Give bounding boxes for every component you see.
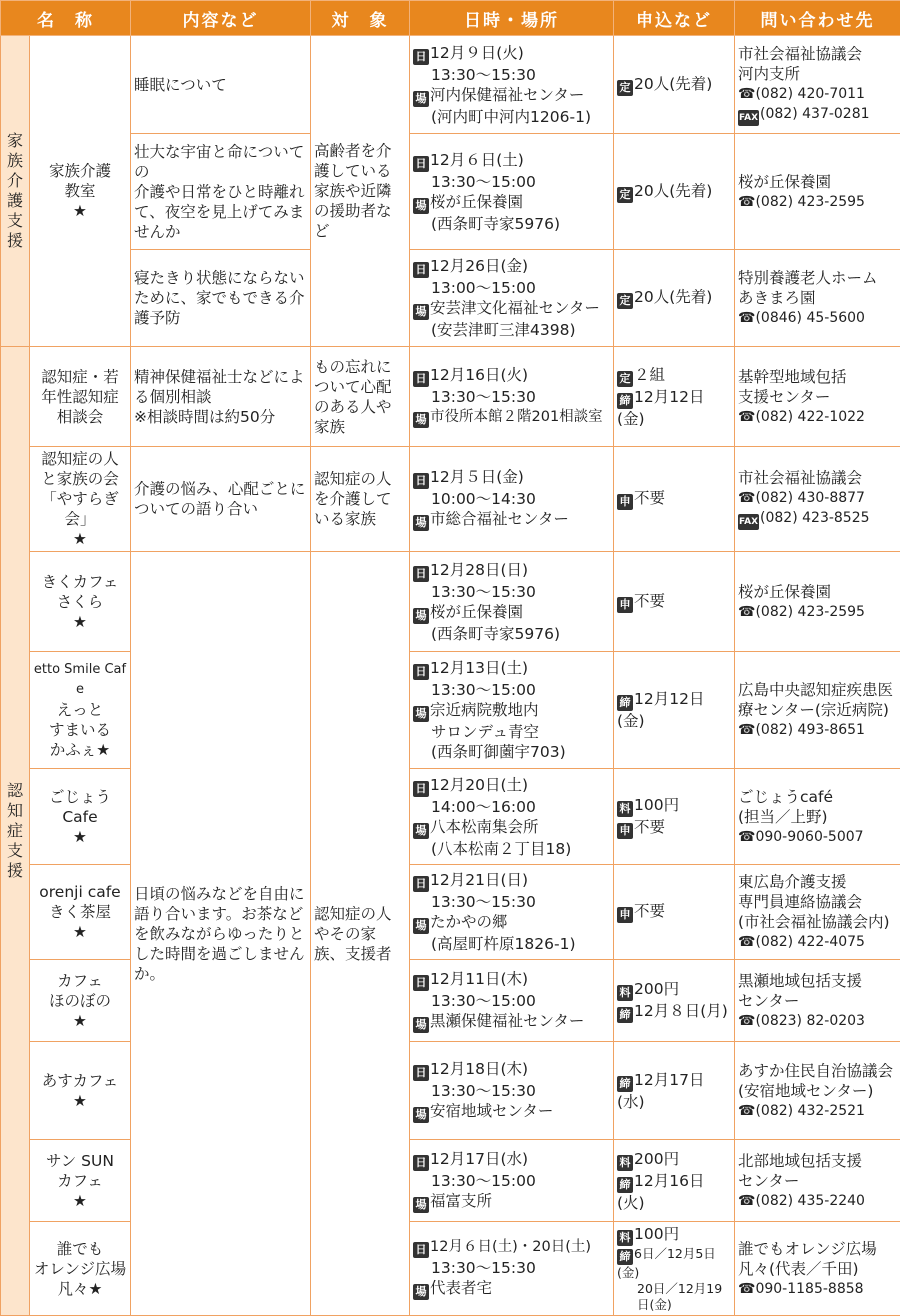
event-application: 締 12月17日(水) bbox=[614, 1042, 735, 1140]
phone-icon: ☎ bbox=[738, 1193, 755, 1209]
table-row bbox=[1, 134, 900, 250]
phone-icon: ☎ bbox=[738, 1103, 755, 1119]
phone-icon: ☎ bbox=[738, 409, 755, 425]
event-target: もの忘れについて心配のある人や家族 bbox=[311, 347, 410, 447]
category-dementia: 認知症支援 bbox=[1, 347, 30, 1316]
event-application: 定 20人(先着) bbox=[614, 36, 735, 134]
day-icon: 日 bbox=[413, 566, 429, 582]
apply-icon: 申 bbox=[617, 494, 633, 510]
event-contact: 黒瀬地域包括支援 センター ☎(0823) 82-0203 bbox=[735, 960, 900, 1042]
table-row bbox=[1, 250, 900, 347]
apply-icon: 申 bbox=[617, 823, 633, 839]
event-name: 誰でも オレンジ広場 凡々★ bbox=[30, 1222, 131, 1316]
header-application: 申込など bbox=[614, 1, 735, 36]
event-datetime: 日 12月26日(金) 13:00〜15:00 場 安芸津文化福祉センター (安芸津町三津4398) bbox=[410, 250, 614, 347]
event-contact: 誰でもオレンジ広場 凡々(代表／千田) ☎090-1185-8858 bbox=[735, 1222, 900, 1316]
event-application: 定 20人(先着) bbox=[614, 134, 735, 250]
header-datetime-place: 日時・場所 bbox=[410, 1, 614, 36]
event-name: 家族介護 教室 ★ bbox=[30, 36, 131, 347]
deadline-icon: 締 bbox=[617, 1007, 633, 1023]
table-row bbox=[1, 347, 900, 447]
place-icon: 場 bbox=[413, 1107, 429, 1123]
event-content: 介護の悩み、心配ごとについての語り合い bbox=[131, 447, 311, 552]
event-name: ごじょう Cafe ★ bbox=[30, 769, 131, 865]
deadline-icon: 締 bbox=[617, 1076, 633, 1092]
fee-icon: 料 bbox=[617, 801, 633, 817]
table-row bbox=[1, 552, 900, 652]
event-application: 料 200円 締 12月16日(火) bbox=[614, 1140, 735, 1222]
event-application: 申 不要 bbox=[614, 552, 735, 652]
phone-icon: ☎ bbox=[738, 194, 755, 210]
fee-icon: 料 bbox=[617, 1155, 633, 1171]
phone-icon: ☎ bbox=[738, 310, 755, 326]
category-family: 家族介護支援 bbox=[1, 36, 30, 347]
fax-icon: FAX bbox=[738, 110, 759, 126]
event-target: 認知症の人やその家族、支援者 bbox=[311, 552, 410, 1316]
event-name: サン SUN カフェ ★ bbox=[30, 1140, 131, 1222]
header-name: 名 称 bbox=[1, 1, 131, 36]
quota-icon: 定 bbox=[617, 80, 633, 96]
phone-icon: ☎ bbox=[738, 1281, 755, 1297]
event-name: etto Smile Cafe えっと すまいる かふぇ★ bbox=[30, 652, 131, 769]
event-name: カフェ ほのぼの ★ bbox=[30, 960, 131, 1042]
event-application: 定 20人(先着) bbox=[614, 250, 735, 347]
day-icon: 日 bbox=[413, 262, 429, 278]
event-datetime: 日 12月21日(日) 13:30〜15:30 場 たかやの郷 (高屋町杵原1826-1) bbox=[410, 865, 614, 960]
event-application: 料 100円 締 6日／12月5日(金) 20日／12月19日(金) bbox=[614, 1222, 735, 1316]
phone-icon: ☎ bbox=[738, 490, 755, 506]
event-name: きくカフェ さくら ★ bbox=[30, 552, 131, 652]
event-contact: 桜が丘保養園 ☎(082) 423-2595 bbox=[735, 134, 900, 250]
event-datetime: 日 12月６日(土)・20日(土) 13:30〜15:30 場 代表者宅 bbox=[410, 1222, 614, 1316]
place-icon: 場 bbox=[413, 1284, 429, 1300]
quota-icon: 定 bbox=[617, 371, 633, 387]
event-contact: 東広島介護支援 専門員連絡協議会 (市社会福祉協議会内) ☎(082) 422-4075 bbox=[735, 865, 900, 960]
event-contact: 特別養護老人ホーム あきまろ園 ☎(0846) 45-5600 bbox=[735, 250, 900, 347]
event-datetime: 日 12月５日(金) 10:00〜14:30 場 市総合福祉センター bbox=[410, 447, 614, 552]
event-contact: あすか住民自治協議会 (安宿地域センター) ☎(082) 432-2521 bbox=[735, 1042, 900, 1140]
phone-icon: ☎ bbox=[738, 604, 755, 620]
apply-icon: 申 bbox=[617, 907, 633, 923]
fee-icon: 料 bbox=[617, 1230, 633, 1246]
event-contact: 桜が丘保養園 ☎(082) 423-2595 bbox=[735, 552, 900, 652]
event-content: 睡眠について bbox=[131, 36, 311, 134]
day-icon: 日 bbox=[413, 975, 429, 991]
event-datetime: 日 12月28日(日) 13:30〜15:30 場 桜が丘保養園 (西条町寺家5976) bbox=[410, 552, 614, 652]
place-icon: 場 bbox=[413, 304, 429, 320]
event-contact: 北部地域包括支援 センター ☎(082) 435-2240 bbox=[735, 1140, 900, 1222]
event-contact: ごじょうcafé (担当／上野) ☎090-9060-5007 bbox=[735, 769, 900, 865]
event-content: 日頃の悩みなどを自由に語り合います。お茶などを飲みながらゆったりとした時間を過ごしませんか。 bbox=[131, 552, 311, 1316]
event-datetime: 日 12月６日(土) 13:30〜15:00 場 桜が丘保養園 (西条町寺家5976) bbox=[410, 134, 614, 250]
place-icon: 場 bbox=[413, 1197, 429, 1213]
deadline-icon: 締 bbox=[617, 695, 633, 711]
event-application: 料 200円 締 12月８日(月) bbox=[614, 960, 735, 1042]
deadline-icon: 締 bbox=[617, 393, 633, 409]
phone-icon: ☎ bbox=[738, 86, 755, 102]
phone-icon: ☎ bbox=[738, 722, 755, 738]
header-contact: 問い合わせ先 bbox=[735, 1, 900, 36]
event-application: 申 不要 bbox=[614, 447, 735, 552]
day-icon: 日 bbox=[413, 473, 429, 489]
fax-icon: FAX bbox=[738, 514, 759, 530]
header-row bbox=[1, 1, 900, 36]
event-application: 締 12月12日(金) bbox=[614, 652, 735, 769]
event-datetime: 日 12月11日(木) 13:30〜15:00 場 黒瀬保健福祉センター bbox=[410, 960, 614, 1042]
event-datetime: 日 12月９日(火) 13:30〜15:30 場 河内保健福祉センター (河内町中河内1206-1) bbox=[410, 36, 614, 134]
event-contact: 広島中央認知症疾患医 療センター(宗近病院) ☎(082) 493-8651 bbox=[735, 652, 900, 769]
event-name: 認知症の人 と家族の会 「やすらぎ会」 ★ bbox=[30, 447, 131, 552]
day-icon: 日 bbox=[413, 1065, 429, 1081]
quota-icon: 定 bbox=[617, 187, 633, 203]
event-target: 高齢者を介護している家族や近隣の援助者など bbox=[311, 36, 410, 347]
event-name: orenji cafe きく茶屋 ★ bbox=[30, 865, 131, 960]
header-content: 内容など bbox=[131, 1, 311, 36]
event-datetime: 日 12月16日(火) 13:30〜15:30 場 市役所本館２階201相談室 bbox=[410, 347, 614, 447]
place-icon: 場 bbox=[413, 706, 429, 722]
event-datetime: 日 12月20日(土) 14:00〜16:00 場 八本松南集会所 (八本松南２丁目18) bbox=[410, 769, 614, 865]
day-icon: 日 bbox=[413, 49, 429, 65]
place-icon: 場 bbox=[413, 608, 429, 624]
event-content: 寝たきり状態にならないために、家でもできる介護予防 bbox=[131, 250, 311, 347]
day-icon: 日 bbox=[413, 1155, 429, 1171]
phone-icon: ☎ bbox=[738, 934, 755, 950]
day-icon: 日 bbox=[413, 781, 429, 797]
event-datetime: 日 12月17日(水) 13:30〜15:00 場 福富支所 bbox=[410, 1140, 614, 1222]
place-icon: 場 bbox=[413, 918, 429, 934]
phone-icon: ☎ bbox=[738, 1013, 755, 1029]
place-icon: 場 bbox=[413, 412, 429, 428]
day-icon: 日 bbox=[413, 156, 429, 172]
event-application: 申 不要 bbox=[614, 865, 735, 960]
event-name: 認知症・若 年性認知症 相談会 bbox=[30, 347, 131, 447]
place-icon: 場 bbox=[413, 823, 429, 839]
event-contact: 市社会福祉協議会 河内支所 ☎(082) 420-7011 FAX (082) 437-0281 bbox=[735, 36, 900, 134]
place-icon: 場 bbox=[413, 515, 429, 531]
event-content: 精神保健福祉士などによる個別相談 ※相談時間は約50分 bbox=[131, 347, 311, 447]
event-contact: 市社会福祉協議会 ☎(082) 430-8877 FAX (082) 423-8525 bbox=[735, 447, 900, 552]
event-content: 壮大な宇宙と命についての 介護や日常をひと時離れて、夜空を見上げてみませんか bbox=[131, 134, 311, 250]
place-icon: 場 bbox=[413, 91, 429, 107]
apply-icon: 申 bbox=[617, 597, 633, 613]
fee-icon: 料 bbox=[617, 985, 633, 1001]
table-row bbox=[1, 36, 900, 134]
deadline-icon: 締 bbox=[617, 1177, 633, 1193]
event-datetime: 日 12月18日(木) 13:30〜15:30 場 安宿地域センター bbox=[410, 1042, 614, 1140]
event-application: 料 100円 申 不要 bbox=[614, 769, 735, 865]
event-contact: 基幹型地域包括 支援センター ☎(082) 422-1022 bbox=[735, 347, 900, 447]
deadline-icon: 締 bbox=[617, 1249, 633, 1265]
event-datetime: 日 12月13日(土) 13:30〜15:00 場 宗近病院敷地内 サロンデュ青空 (西条町御薗宇703) bbox=[410, 652, 614, 769]
header-target: 対 象 bbox=[311, 1, 410, 36]
table-row bbox=[1, 447, 900, 552]
phone-icon: ☎ bbox=[738, 829, 755, 845]
place-icon: 場 bbox=[413, 198, 429, 214]
day-icon: 日 bbox=[413, 876, 429, 892]
event-target: 認知症の人を介護している家族 bbox=[311, 447, 410, 552]
day-icon: 日 bbox=[413, 1242, 429, 1258]
event-application: 定 ２組 締 12月12日(金) bbox=[614, 347, 735, 447]
quota-icon: 定 bbox=[617, 293, 633, 309]
place-icon: 場 bbox=[413, 1017, 429, 1033]
event-name: あすカフェ ★ bbox=[30, 1042, 131, 1140]
day-icon: 日 bbox=[413, 371, 429, 387]
day-icon: 日 bbox=[413, 664, 429, 680]
